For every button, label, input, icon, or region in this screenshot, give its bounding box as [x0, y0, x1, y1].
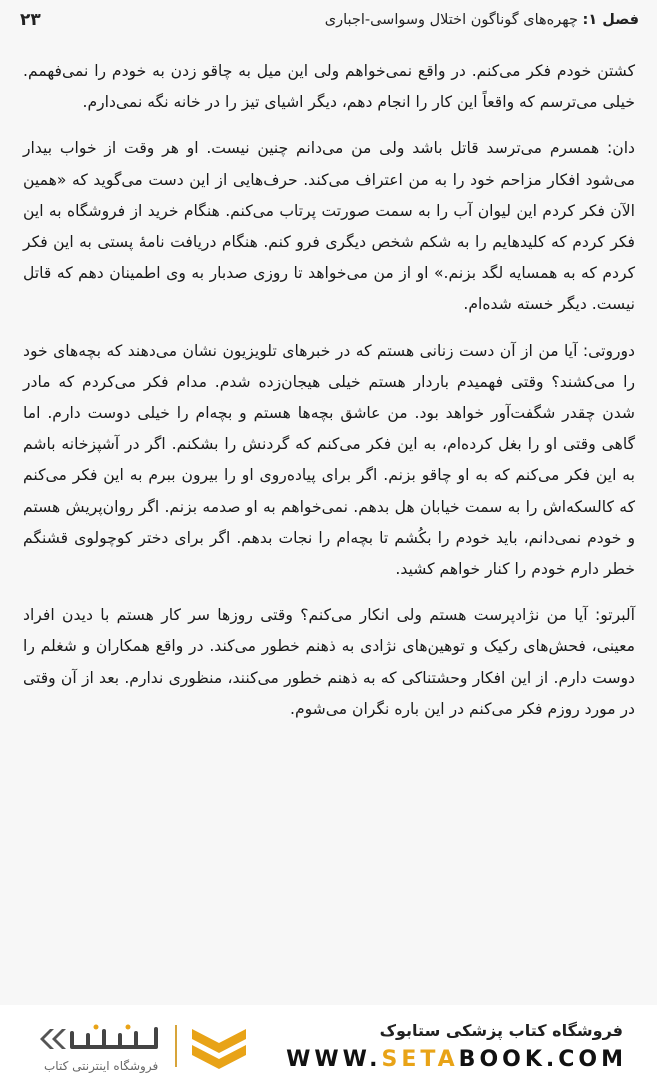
logo-subtitle: فروشگاه اینترنتی کتاب: [44, 1059, 159, 1073]
shop-name: فروشگاه کتاب پزشکی ستابوک: [379, 1021, 623, 1040]
logo-divider: [175, 1025, 177, 1067]
chapter-heading: [325, 12, 639, 28]
paragraph-alberto: آلبرتو: آیا من نژادپرست هستم ولی انکار می‌کنم؟ وقتی روزها سر کار هستم با دیدن افراد معینی، فحش‌های رکیک و توهین‌های نژادی به ذهنم خطور می‌کند. در واقع همکاران و شغلم را دوست دارم. از این افکار وحشتناکی که به ذهنم خطور می‌کنند، منظوری ندارم. بعد از آن وقتی در مورد روزم فکر می‌کنم در این باره نگران می‌شوم.: [23, 606, 635, 718]
shop-url[interactable]: [286, 1047, 627, 1072]
chevron-emblem-icon: [188, 1021, 250, 1073]
paragraph-dan: دان: همسرم می‌ترسد قاتل باشد ولی من می‌دانم چنین نیست. او هر وقت از خواب بیدار می‌شود افکار مزاحم خود را به من اعتراف می‌کند. حرف‌هایی از این دست می‌گوید که «همین الآن فکر کردم این لیوان آب را به سمت صورتت پرتاب می‌کنم. هنگام خرید از فروشگاه به این فکر کردم که کلیدهایم را به شکم شخص دیگری فرو کنم. هنگام دریافت نامهٔ پستی به این فکر کردم که به همسایه لگد بزنم.» او از من می‌خواهد تا روزی صدبار به وی اطمینان دهم که قاتل نیست. دیگر خسته شده‌ام.: [23, 139, 635, 314]
paragraph-dorothy: دوروتی: آیا من از آن دست زنانی هستم که در خبرهای تلویزیون نشان می‌دهند که بچه‌های خود را می‌کشند؟ وقتی فهمیدم باردار هستم خیلی هیجان‌زده شدم. مدام فکر می‌کردم که مادر شدن چقدر شگفت‌آور خواهد بود. من عاشق بچه‌ها هستم و بچه‌ام را خیلی دوست دارم. اما گاهی وقتی او را بغل کرده‌ام، به این فکر می‌کنم که گردنش را بشکنم. اگر در آشپزخانه باشم به این فکر می‌کنم که به او چاقو بزنم. اگر برای پیاده‌روی او را بیرون ببرم به این فکر می‌کنم که کالسکه‌اش را به سمت خیابان هل بدهم. نمی‌خواهم به او صدمه بزنم. اگر روان‌پریش هستم و خودم نمی‌دانم، باید خودم را بکُشم تا بچه‌ام را نجات بدهم. اگر برای دختر کوچولوی قشنگم خطر دارم خودم را کنار خواهم کشید.: [23, 341, 635, 579]
url-accent: SETA: [381, 1047, 459, 1072]
footer-banner: [0, 1005, 657, 1080]
page-number: ۲۳: [20, 10, 41, 30]
url-prefix: WWW.: [286, 1047, 382, 1072]
chapter-label: فصل ۱:: [582, 12, 639, 28]
paragraph-intro: کشتن خودم فکر می‌کنم. در واقع نمی‌خواهم ولی این میل به چاقو زدن به خودم را نمی‌فهمم. خیلی می‌ترسم که واقعاً این کار را انجام دهم، دیگر اشیای تیز را در خانه نگه نمی‌دارم.: [23, 62, 635, 112]
setabook-logo-icon: [36, 1019, 164, 1059]
page-header: [20, 6, 639, 34]
url-suffix: BOOK.COM: [458, 1047, 627, 1072]
body-text: [23, 56, 635, 740]
chapter-title: چهره‌های گوناگون اختلال وسواسی-اجباری: [324, 12, 578, 28]
